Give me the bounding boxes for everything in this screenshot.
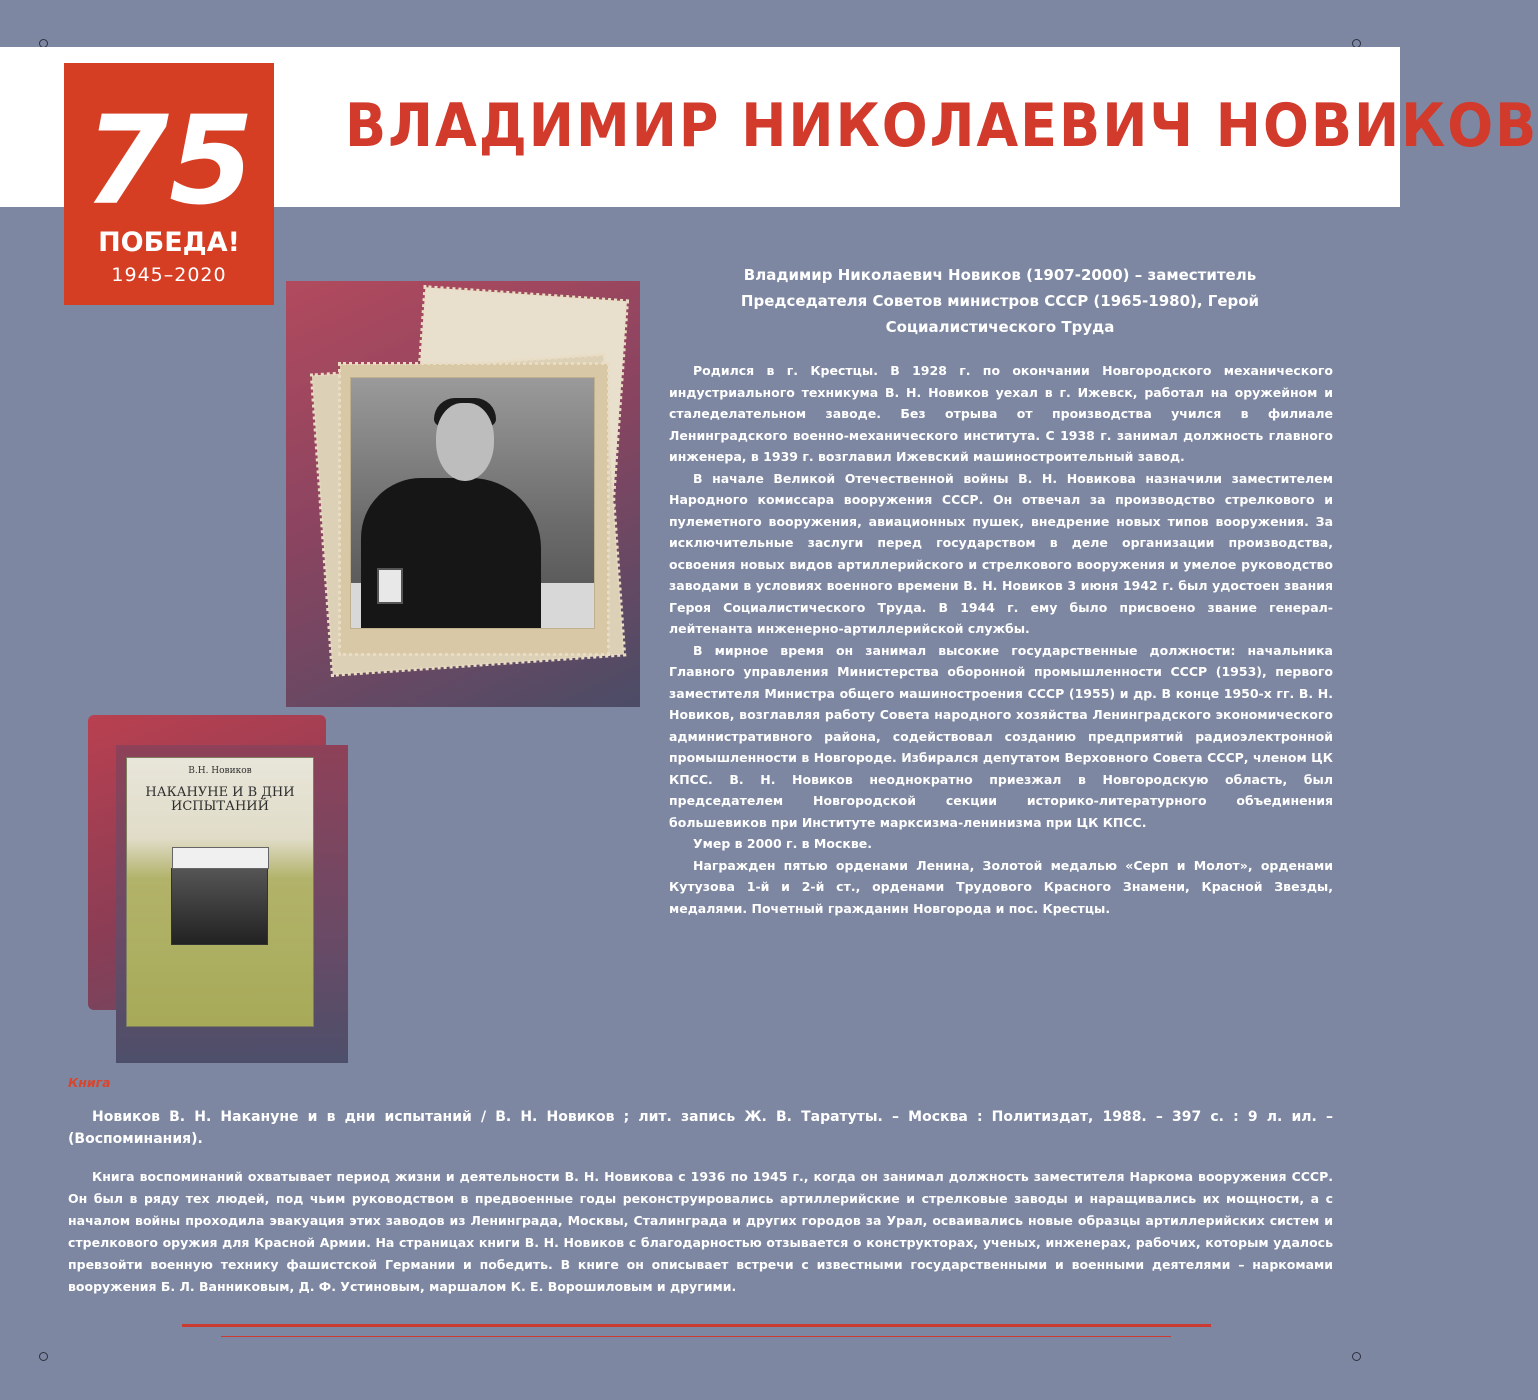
corner-screw-bottom-left bbox=[39, 1352, 48, 1361]
book-reference: Новиков В. Н. Накануне и в дни испытаний / В. Н. Новиков ; лит. запись Ж. В. Таратуты. – Москва : Политиздат, 1988. – 397 с. : 9 л. ил. – (Воспоминания). bbox=[68, 1109, 1333, 1147]
corner-screw-bottom-right bbox=[1352, 1352, 1361, 1361]
bio-paragraph: Умер в 2000 г. в Москве. bbox=[693, 836, 872, 851]
bio-paragraph: В мирное время он занимал высокие государственные должности: начальника Главного управления Министерства оборонной промышленности СССР (1953), первого заместителя Министра общего машиностроения СССР (1955) и др. В конце 1950-х гг. В. Н. Новиков, возглавляя работу Совета народного хозяйства Ленинградского экономического административного района, содействовал созданию предприятий радиоэлектронной промышленности в Новгороде. Избирался депутатом Верховного Совета СССР, членом ЦК КПСС. В. Н. Новиков неоднократно приезжал в Новгородскую область, был председателем Новгородской секции историко-литературного объединения большевиков при Институте марксизма-ленинизма при ЦК КПСС. bbox=[669, 642, 1333, 830]
logo-word: ПОБЕДА! bbox=[98, 227, 240, 258]
logo-75-numeral-icon bbox=[84, 85, 254, 232]
bio-paragraph: Родился в г. Крестцы. В 1928 г. по окончании Новгородского механического индустриального техникума В. Н. Новиков уехал в г. Ижевск, работал на оружейном и сталеделательном заводе. Без отрыва от производства учился в филиале Ленинградского военно-механического института. С 1938 г. занимал должность главного инженера, в 1939 г. возглавил Ижевский машиностроительный завод. bbox=[669, 363, 1333, 464]
book-description: Книга воспоминаний охватывает период жизни и деятельности В. Н. Новикова с 1936 по 1945 г., когда он занимал должность заместителя Наркома вооружения СССР. Он был в ряду тех людей, под чьим руководством в предвоенные годы реконструировались артиллерийские и стрелковые заводы и наращивались их мощности, а с началом войны проходила эвакуация этих заводов из Ленинграда, Москвы, Сталинграда и других городов за Урал, осваивались новые образцы артиллерийских систем и стрелкового оружия для Красной Армии. На страницах книги В. Н. Новиков с благодарностью отзывается о конструкторах, ученых, инженерах, рабочих, которым удалось превзойти военную технику фашистской Германии и победить. В книге он описывает встречи с известными государственными и военными деятелями – наркомами вооружения Б. Л. Ванниковым, Д. Ф. Устиновым, маршалом К. Е. Ворошиловым и другими. bbox=[68, 1169, 1333, 1294]
book-cover bbox=[126, 757, 314, 1027]
bio-paragraph: Награжден пятью орденами Ленина, Золотой медалью «Серп и Молот», орденами Кутузова 1-й и 2-й ст., орденами Трудового Красного Знамени, Красной Звезды, медалями. Почетный гражданин Новгорода и пос. Крестцы. bbox=[669, 857, 1333, 916]
bottom-rule-thin bbox=[221, 1336, 1171, 1337]
book-cover-author: В.Н. Новиков bbox=[188, 766, 252, 776]
logo-years: 1945–2020 bbox=[111, 264, 227, 286]
page-title: ВЛАДИМИР НИКОЛАЕВИЧ НОВИКОВ bbox=[345, 91, 1538, 161]
bottom-rule-thick bbox=[182, 1324, 1211, 1327]
portrait-photo bbox=[350, 377, 595, 629]
book-section-label: Книга bbox=[68, 1075, 111, 1090]
book-cover-photo bbox=[171, 868, 268, 945]
victory-75-logo bbox=[64, 63, 274, 305]
svg-text:75: 75 bbox=[84, 90, 254, 232]
bio-paragraph: В начале Великой Отечественной войны В. Н. Новикова назначили заместителем Народного комиссара вооружения СССР. Он отвечал за производство стрелкового и пулеметного вооружения, авиационных пушек, внедрение новых типов вооружения. За исключительные заслуги перед государством в деле организации производства, освоения новых видов артиллерийского и стрелкового вооружения и умелое руководство заводами в условиях военного времени В. Н. Новиков 3 июня 1942 г. был удостоен звания Героя Социалистического Труда. В 1944 г. ему было присвоено звание генерал-лейтенанта инженерно-артиллерийской службы. bbox=[669, 470, 1333, 636]
intro-heading: Владимир Николаевич Новиков (1907-2000) – заместитель Председателя Советов министров СССР (1965-1980), Герой Социалистического Труда bbox=[740, 266, 1260, 336]
book-cover-title: НАКАНУНЕ И В ДНИ ИСПЫТАНИЙ bbox=[145, 785, 295, 814]
biography bbox=[669, 360, 1333, 919]
